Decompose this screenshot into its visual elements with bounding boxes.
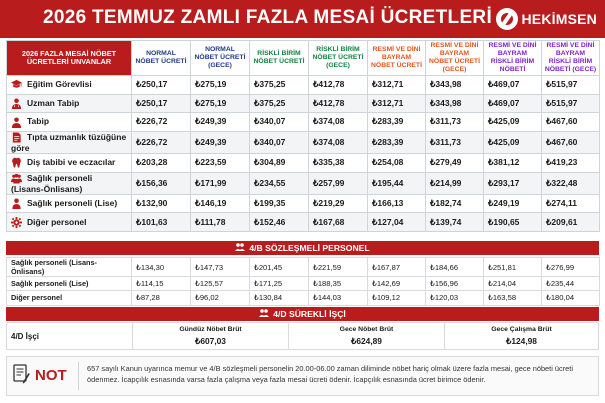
fee-value: ₺156,96 [426, 277, 484, 291]
fee-value: ₺304,89 [250, 154, 309, 173]
fee-value: ₺163,58 [484, 291, 542, 305]
page-header [0, 0, 605, 38]
people-icon [259, 308, 269, 318]
fee-value: ₺419,23 [542, 154, 600, 173]
row-label: Diğer personel [7, 291, 132, 305]
fee-value: ₺343,98 [426, 94, 484, 113]
person-icon [11, 198, 22, 209]
table-row [7, 194, 600, 213]
fee-value: ₺335,38 [309, 154, 368, 173]
row-label: Sağlık personeli (Lisans-Önlisans) [7, 258, 132, 277]
fee-value: ₺249,19 [484, 194, 542, 213]
table-row [7, 131, 600, 153]
fee-value: ₺374,08 [309, 131, 368, 153]
fee-value: ₺257,99 [309, 172, 368, 194]
fee-value: ₺214,99 [426, 172, 484, 194]
brand-logo [496, 6, 598, 32]
day-shift-title: Gündüz Nöbet Brüt [179, 326, 242, 333]
table-row [7, 213, 600, 232]
row-label-cell [7, 131, 132, 153]
col-holiday: RESMİ VE DİNİ BAYRAM NÖBET ÜCRETİ [368, 41, 426, 76]
main-table-body [7, 76, 600, 232]
fee-value: ₺469,07 [484, 94, 542, 113]
fee-value: ₺171,99 [191, 172, 250, 194]
fee-value: ₺274,11 [542, 194, 600, 213]
fee-value: ₺375,25 [250, 94, 309, 113]
fee-value: ₺188,35 [309, 277, 368, 291]
row-label: Tıpta uzmanlık tüzüğüne göre [11, 131, 127, 154]
fee-value: ₺114,15 [132, 277, 191, 291]
fee-value: ₺234,55 [250, 172, 309, 194]
night-shift-title: Gece Nöbet Brüt [339, 326, 394, 333]
fee-value: ₺412,78 [309, 76, 368, 95]
fee-value: ₺96,02 [191, 291, 250, 305]
row-label: Diğer personel [27, 216, 87, 227]
row-label-cell [7, 213, 132, 232]
row-label-cell [7, 94, 132, 113]
graduate-icon [11, 79, 22, 90]
fee-value: ₺125,57 [191, 277, 250, 291]
table-4b-body [7, 258, 600, 306]
note-edit-icon [13, 363, 30, 385]
main-fee-table [6, 40, 600, 232]
fee-value: ₺134,30 [132, 258, 191, 277]
col-risky: RİSKLİ BİRİM NÖBET ÜCRETİ [250, 41, 309, 76]
section-band-4d [6, 307, 599, 321]
doctor-icon [11, 98, 22, 109]
night-work-value: ₺124,98 [506, 336, 537, 346]
row-label: Sağlık personeli (Lise) [27, 198, 118, 209]
hekimsen-logo-icon [496, 8, 518, 30]
table-row [7, 277, 600, 291]
fee-value: ₺182,74 [426, 194, 484, 213]
worker-label: 4/D İşçi [11, 332, 40, 341]
fee-value: ₺340,07 [250, 131, 309, 153]
fee-value: ₺425,09 [484, 113, 542, 132]
fee-value: ₺250,17 [132, 76, 191, 95]
fee-value: ₺412,78 [309, 94, 368, 113]
row-label: Uzman Tabip [27, 97, 80, 108]
table-4d [6, 322, 599, 350]
section-title-4d: 4/D SÜREKLİ İŞÇİ [273, 309, 346, 319]
night-shift-value: ₺624,89 [351, 336, 382, 346]
fee-value: ₺283,39 [368, 113, 426, 132]
fee-value: ₺249,39 [191, 131, 250, 153]
fee-value: ₺109,12 [368, 291, 426, 305]
fee-value: ₺152,46 [250, 213, 309, 232]
fee-value: ₺139,74 [426, 213, 484, 232]
fee-value: ₺101,63 [132, 213, 191, 232]
table-4b [6, 257, 600, 306]
table-row [7, 172, 600, 194]
fee-value: ₺203,28 [132, 154, 191, 173]
gear-icon [11, 217, 22, 228]
fee-value: ₺166,13 [368, 194, 426, 213]
fee-value: ₺515,97 [542, 94, 600, 113]
fee-value: ₺374,08 [309, 113, 368, 132]
fee-value: ₺171,25 [250, 277, 309, 291]
fee-value: ₺132,90 [132, 194, 191, 213]
fee-value: ₺467,60 [542, 131, 600, 153]
fee-value: ₺180,04 [542, 291, 600, 305]
fee-value: ₺276,99 [542, 258, 600, 277]
fee-value: ₺201,45 [250, 258, 309, 277]
logo-text: HEKİMSEN [521, 11, 597, 27]
fee-value: ₺147,73 [191, 258, 250, 277]
fee-value: ₺254,08 [368, 154, 426, 173]
row-label: Sağlık personeli (Lise) [7, 277, 132, 291]
fee-value: ₺127,04 [368, 213, 426, 232]
fee-value: ₺190,65 [484, 213, 542, 232]
fee-value: ₺283,39 [368, 131, 426, 153]
row-label: Tabip [27, 116, 50, 127]
row-label: Diş tabibi ve eczacılar [27, 157, 116, 168]
fee-value: ₺469,07 [484, 76, 542, 95]
fee-value: ₺87,28 [132, 291, 191, 305]
col-holiday-risky: RESMİ VE DİNİ BAYRAM RİSKLİ BİRİM NÖBETİ [484, 41, 542, 76]
fee-value: ₺199,35 [250, 194, 309, 213]
col-holiday-night: RESMİ VE DİNİ BAYRAM NÖBET ÜCRETİ (GECE) [426, 41, 484, 76]
fee-value: ₺249,39 [191, 113, 250, 132]
fee-value: ₺250,17 [132, 94, 191, 113]
row-label-cell [7, 154, 132, 173]
col-holiday-risky-night: RESMİ VE DİNİ BAYRAM RİSKLİ BİRİM NÖBETİ (GECE) [542, 41, 600, 76]
table-row [7, 76, 600, 95]
col-normal: NORMAL NÖBET ÜCRETİ [132, 41, 191, 76]
fee-value: ₺226,72 [132, 131, 191, 153]
fee-value: ₺144,03 [309, 291, 368, 305]
night-shift-cell [288, 323, 444, 349]
section-band-4b [6, 241, 599, 255]
row-label-cell [7, 194, 132, 213]
table-row [7, 154, 600, 173]
day-shift-cell [132, 323, 288, 349]
note-box [6, 356, 599, 396]
note-divider [78, 362, 79, 390]
fee-value: ₺311,73 [426, 131, 484, 153]
table-row [7, 291, 600, 305]
table-row [7, 113, 600, 132]
row-label-cell [7, 113, 132, 132]
note-label: NOT [35, 367, 67, 384]
header-row [7, 41, 600, 76]
table-row [7, 258, 600, 277]
tooth-icon [11, 157, 22, 168]
fee-value: ₺130,84 [250, 291, 309, 305]
fee-value: ₺221,59 [309, 258, 368, 277]
fee-value: ₺219,29 [309, 194, 368, 213]
fee-value: ₺343,98 [426, 76, 484, 95]
night-work-cell [444, 323, 598, 349]
fee-value: ₺381,12 [484, 154, 542, 173]
fee-value: ₺375,25 [250, 76, 309, 95]
fee-value: ₺226,72 [132, 113, 191, 132]
fee-value: ₺195,44 [368, 172, 426, 194]
table-row [7, 94, 600, 113]
fee-value: ₺293,17 [484, 172, 542, 194]
fee-value: ₺275,19 [191, 94, 250, 113]
fee-value: ₺235,44 [542, 277, 600, 291]
fee-value: ₺209,61 [542, 213, 600, 232]
col-normal-night: NORMAL NÖBET ÜCRETİ (GECE) [191, 41, 250, 76]
row-label: Sağlık personeli (Lisans-Önlisans) [11, 172, 93, 194]
people-icon [235, 242, 245, 252]
fee-value: ₺184,66 [426, 258, 484, 277]
col-risky-night: RİSKLİ BİRİM NÖBET ÜCRETİ (GECE) [309, 41, 368, 76]
fee-value: ₺251,81 [484, 258, 542, 277]
physician-icon [11, 117, 22, 128]
fee-value: ₺425,09 [484, 131, 542, 153]
group-icon [11, 173, 22, 184]
fee-value: ₺340,07 [250, 113, 309, 132]
section-title-4b: 4/B SÖZLEŞMELİ PERSONEL [249, 243, 370, 253]
fee-value: ₺223,59 [191, 154, 250, 173]
fee-value: ₺111,78 [191, 213, 250, 232]
fee-value: ₺467,60 [542, 113, 600, 132]
note-text: 657 sayılı Kanun uyarınca memur ve 4/B sözleşmeli personelin 20.00-06.00 zaman diliminde nöbet hariç olmak üzere fazla mesai, gece nöbeti ücreti ödenmez. İcapçılık esnasında varsa fazla çalışma veya fazla mesai ücreti ödenir. İcapçılık esnasında ücret birimce ödenir. [87, 364, 573, 384]
fee-value: ₺120,03 [426, 291, 484, 305]
fee-value: ₺312,71 [368, 94, 426, 113]
fee-value: ₺312,71 [368, 76, 426, 95]
fee-value: ₺167,68 [309, 213, 368, 232]
header-title-cell: 2026 FAZLA MESAİ NÖBET ÜCRETLERİ UNVANLAR [7, 41, 132, 76]
fee-value: ₺142,69 [368, 277, 426, 291]
fee-value: ₺167,87 [368, 258, 426, 277]
fee-value: ₺515,97 [542, 76, 600, 95]
fee-value: ₺214,04 [484, 277, 542, 291]
fee-value: ₺322,48 [542, 172, 600, 194]
fee-value: ₺156,36 [132, 172, 191, 194]
fee-value: ₺275,19 [191, 76, 250, 95]
document-icon [11, 132, 22, 143]
row-label-cell [7, 76, 132, 95]
night-work-title: Gece Çalışma Brüt [491, 326, 552, 333]
row-label-cell [7, 172, 132, 194]
fee-value: ₺146,19 [191, 194, 250, 213]
fee-value: ₺279,49 [426, 154, 484, 173]
row-label: Eğitim Görevlisi [27, 79, 92, 90]
fee-value: ₺311,73 [426, 113, 484, 132]
day-shift-value: ₺607,03 [195, 336, 226, 346]
page-title: 2026 TEMMUZ ZAMLI FAZLA MESAİ ÜCRETLERİ [42, 7, 493, 28]
